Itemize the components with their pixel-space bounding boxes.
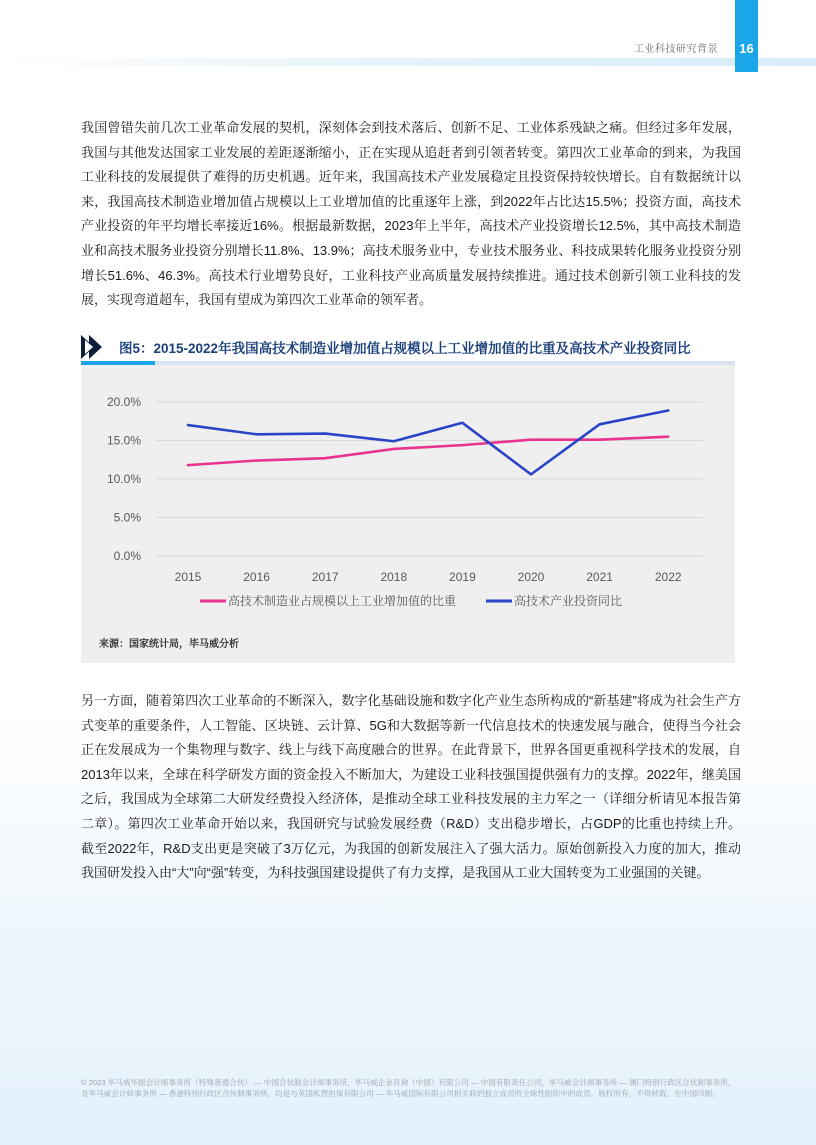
data-point (324, 433, 326, 435)
x-tick-label: 2016 (243, 570, 270, 584)
header-band (0, 58, 816, 66)
data-point (256, 460, 258, 462)
y-tick-label: 15.0% (106, 433, 141, 448)
data-point (599, 439, 601, 441)
figure-title: 图5：2015-2022年我国高技术制造业增加值占规模以上工业增加值的比重及高技术产业投资同比 (119, 341, 691, 356)
data-point (462, 444, 464, 446)
intro-paragraph: 我国曾错失前几次工业革命发展的契机，深刻体会到技术落后、创新不足、工业体系残缺之痛。但经过多年发展，我国与其他发达国家工业发展的差距逐渐缩小，正在实现从追赶者到引领者转变。第四次工业革命的到来，为我国工业科技的发展提供了难得的历史机遇。近年来，我国高技术产业发展稳定且投资保持较快增长。自有数据统计以来，我国高技术制造业增加值占规模以上工业增加值的比重逐年上涨，到2022年占比达15.5%；投资方面，高技术产业投资的年平均增长率接近16%。根据最新数据，2023年上半年，高技术产业投资增长12.5%，其中高技术制造业和高技术服务业投资分别增长11.8%、13.9%；高技术服务业中，专业技术服务业、科技成果转化服务业投资分别增长51.6%、46.3%。高技术行业增势良好，工业科技产业高质量发展持续推进。通过技术创新引领工业科技的发展，实现弯道超车，我国有望成为第四次工业革命的领军者。 (81, 120, 741, 308)
chart-panel (81, 365, 735, 663)
data-point (187, 424, 189, 426)
x-tick-label: 2015 (174, 570, 202, 584)
data-point (667, 436, 669, 438)
x-tick-label: 2021 (586, 570, 613, 584)
x-tick-label: 2017 (311, 570, 339, 584)
data-point (324, 457, 326, 459)
data-point (530, 474, 532, 476)
page-number-tab (735, 0, 758, 72)
x-tick-label: 2020 (517, 570, 545, 584)
page-number: 16 (739, 41, 754, 56)
x-tick-label: 2022 (654, 570, 682, 584)
data-point (530, 439, 532, 441)
y-tick-label: 10.0% (106, 472, 141, 486)
x-tick-label: 2019 (449, 570, 476, 584)
y-tick-label: 0.0% (113, 549, 141, 563)
data-point (462, 422, 464, 424)
y-tick-label: 5.0% (113, 510, 141, 525)
copyright-footer: © 2023 毕马威华振会计师事务所（特殊普通合伙） — 中国合伙制会计师事务所，毕马威企业咨询（中国）有限公司 — 中国有限责任公司，毕马威会计师事务所 — 澳门特别行政区合伙制事务所，及毕马威会计师事务所 — 香港特别行政区合伙制事务所，均是与英国私营担保有限公司 — 毕马威国际有限公司相关联的独立成员所全球性组织中的成员。版权所有，不得转载。在中国印制。 (81, 1078, 736, 1098)
legend-label: 高技术制造业占规模以上工业增加值的比重 (228, 594, 457, 608)
series-line-2 (188, 410, 668, 474)
line-chart (81, 365, 735, 625)
data-point (256, 434, 258, 436)
data-point (187, 464, 189, 466)
legend-label: 高技术产业投资同比 (514, 594, 623, 608)
data-point (599, 424, 601, 426)
data-point (393, 440, 395, 442)
y-tick-label: 20.0% (106, 395, 141, 409)
x-tick-label: 2018 (380, 570, 408, 584)
data-point (667, 410, 669, 412)
figure-source: 来源：国家统计局，毕马威分析 (99, 639, 239, 650)
data-point (393, 448, 395, 450)
figure-title-row (81, 333, 735, 363)
second-paragraph: 另一方面，随着第四次工业革命的不断深入，数字化基础设施和数字化产业生态所构成的“新基建”将成为社会生产方式变革的重要条件，人工智能、区块链、云计算、5G和大数据等新一代信息技术的快速发展与融合，使得当今社会正在发展成为一个集物理与数字、线上与线下高度融合的世界。在此背景下，世界各国更重视科学技术的发展，自2013年以来，全球在科学研发方面的资金投入不断加大，为建设工业科技强国提供强有力的支撑。2022年，继美国之后，我国成为全球第二大研发经费投入经济体，是推动全球工业科技发展的主力军之一（详细分析请见本报告第二章）。第四次工业革命开始以来，我国研究与试验发展经费（R&D）支出稳步增长，占GDP的比重也持续上升。截至2022年，R&D支出更是突破了3万亿元，为我国的创新发展注入了强大活力。原始创新投入力度的加大，推动我国研发投入由“大”向“强”转变，为科技强国建设提供了有力支撑，是我国从工业大国转变为工业强国的关键。 (81, 693, 741, 881)
section-title: 工业科技研究背景 (634, 44, 718, 55)
